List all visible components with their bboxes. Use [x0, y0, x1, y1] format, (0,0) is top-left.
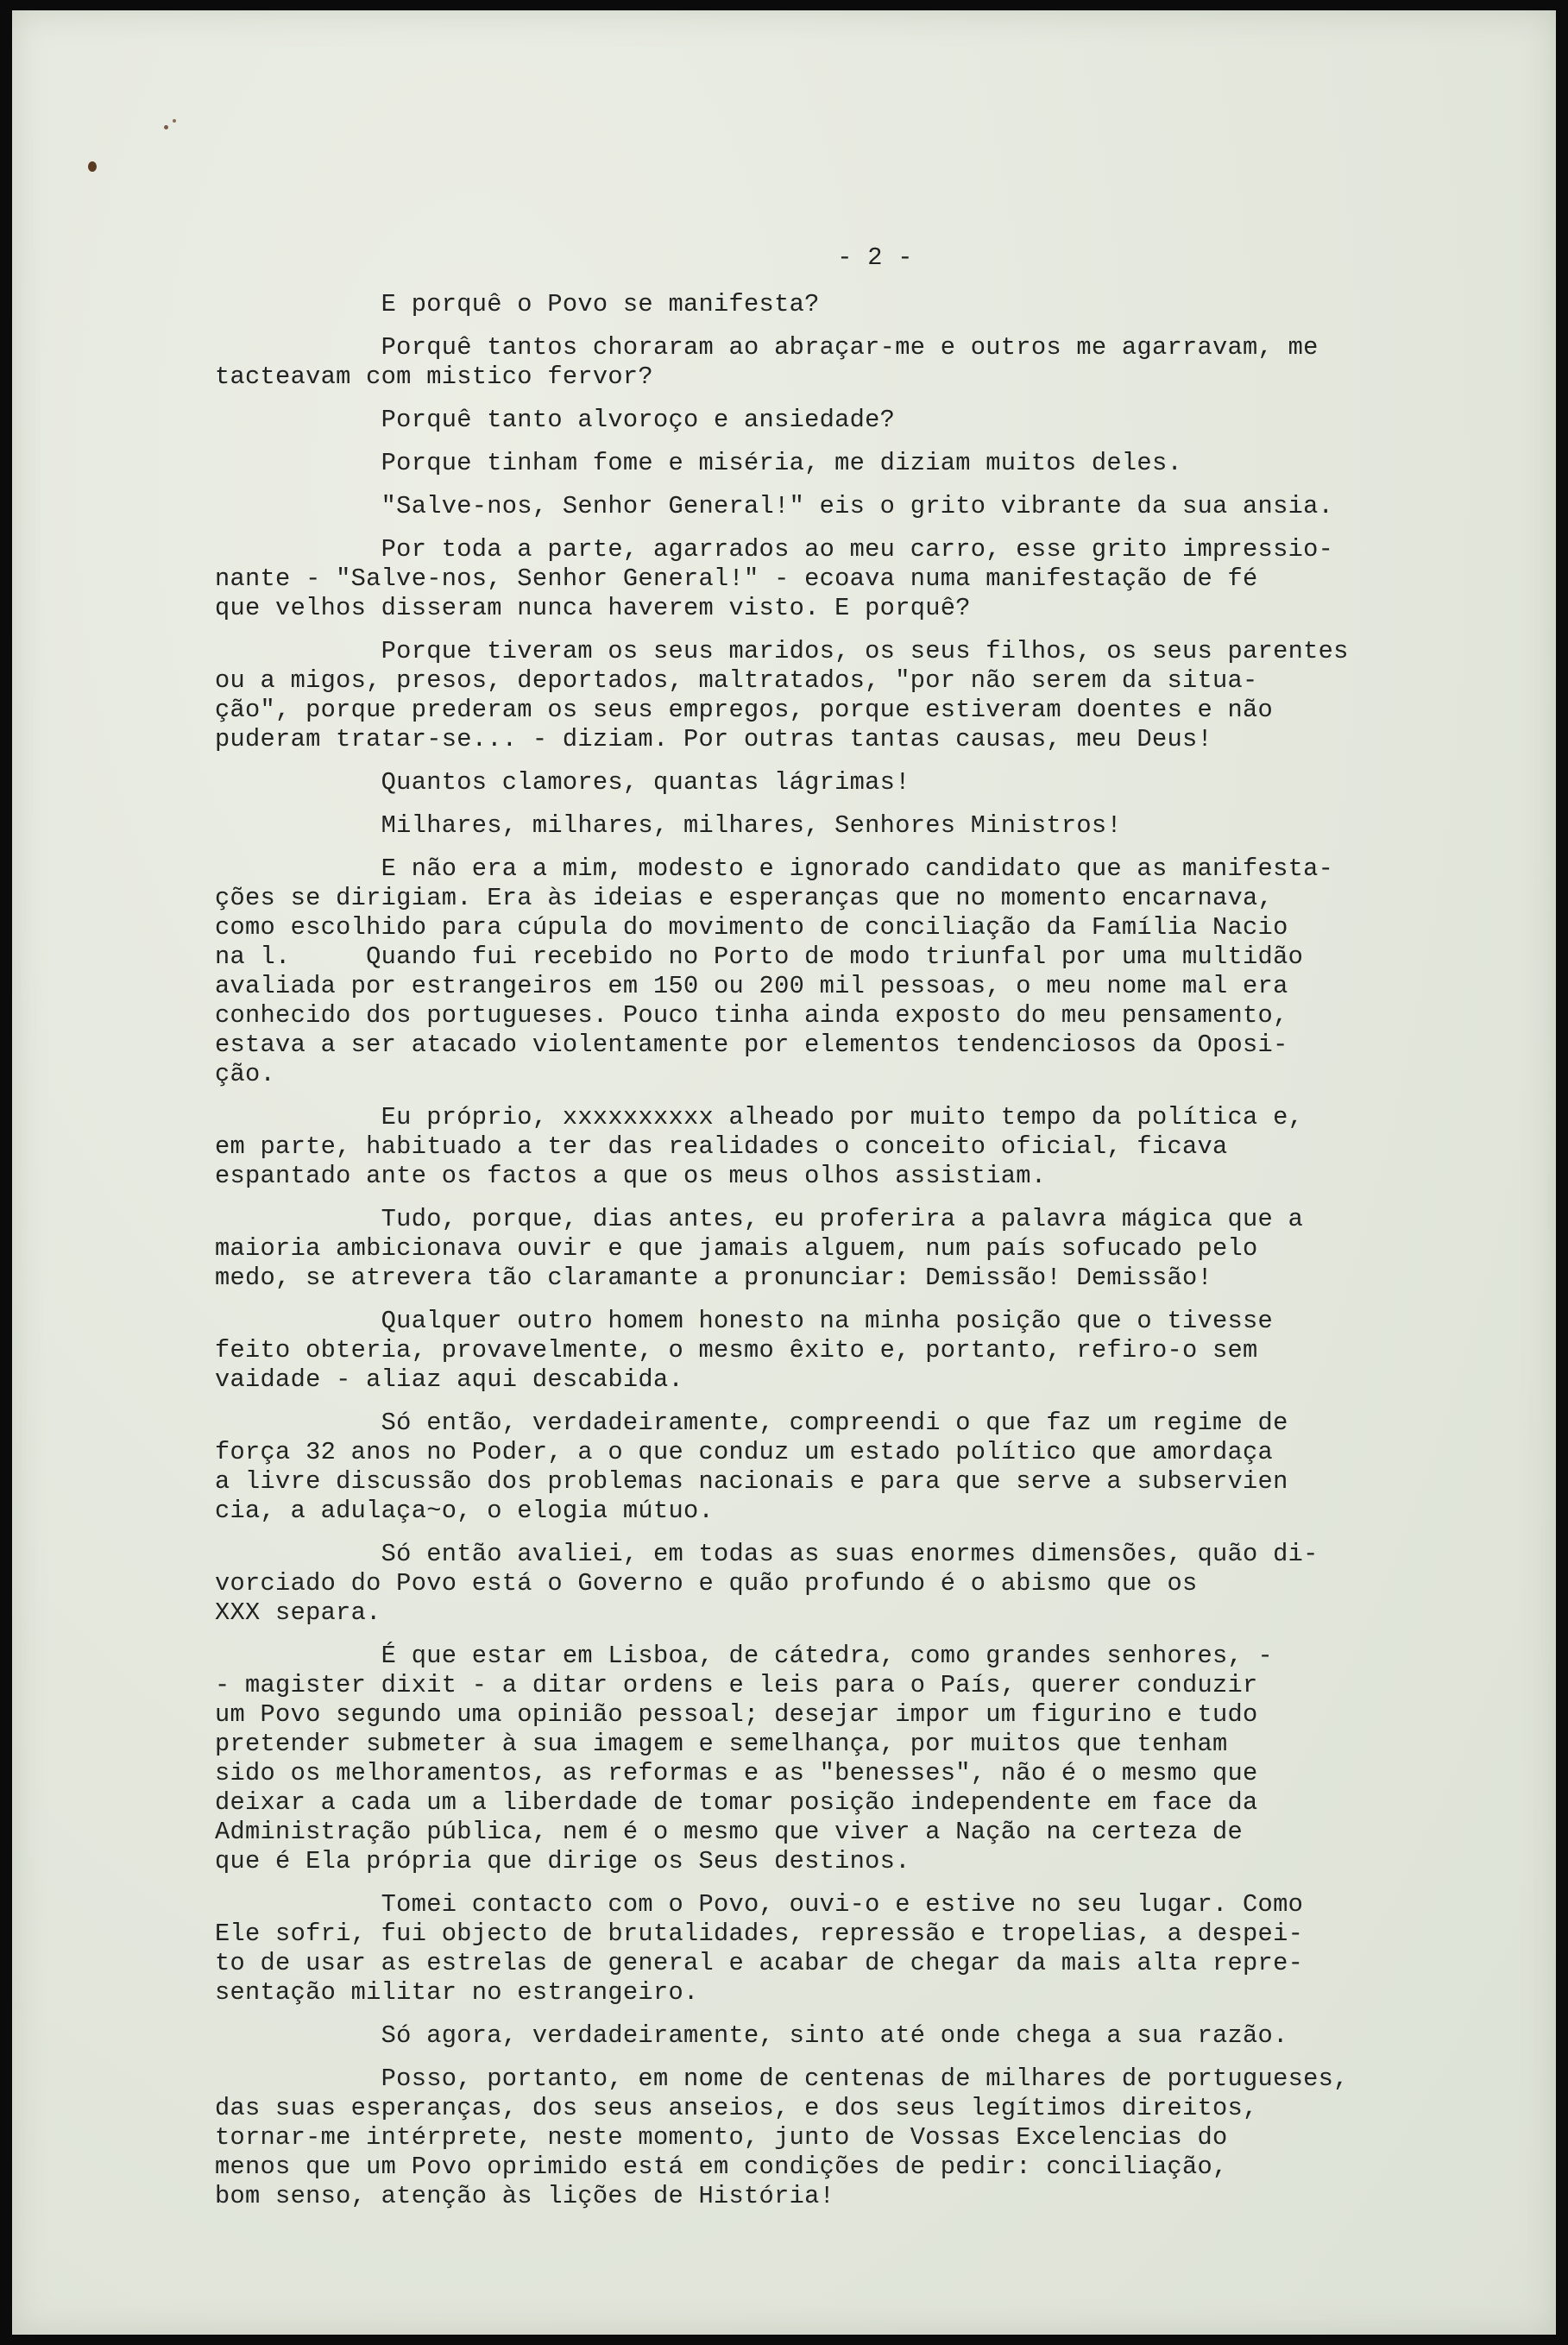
paragraph: [215, 406, 1483, 435]
text-line: - magister dixit - a ditar ordens e leis para o País, querer conduzir: [215, 1671, 1258, 1699]
text-line: vaidade - aliaz aqui descabida.: [215, 1365, 683, 1394]
paragraph: [215, 768, 1483, 797]
text-line: que velhos disseram nunca haverem visto. E porquê?: [215, 594, 971, 622]
text-line: ções se dirigiam. Era às ideias e esperanças que no momento encarnava,: [215, 884, 1274, 912]
text-line: Porquê tanto alvoroço e ansiedade?: [215, 406, 896, 434]
text-line: E porquê o Povo se manifesta?: [215, 290, 820, 318]
text-line: cia, a adulaça~o, o elogia mútuo.: [215, 1497, 715, 1525]
text-line: tacteavam com mistico fervor?: [215, 362, 653, 391]
page-number: - 2 -: [837, 243, 913, 272]
text-line: Qualquer outro homem honesto na minha posição que o tivesse: [215, 1307, 1274, 1335]
paragraph: [215, 492, 1483, 521]
text-line: ou a migos, presos, deportados, maltratados, "por não serem da situa-: [215, 666, 1258, 695]
paragraph: [215, 1890, 1483, 2008]
paragraph: [215, 2021, 1483, 2051]
text-line: puderam tratar-se... - diziam. Por outras tantas causas, meu Deus!: [215, 725, 1213, 753]
paragraph: [215, 535, 1483, 623]
text-line: tornar-me intérprete, neste momento, junto de Vossas Excelencias do: [215, 2123, 1228, 2152]
paragraph: [215, 2064, 1483, 2211]
text-line: a livre discussão dos problemas nacionais e para que serve a subservien: [215, 1467, 1288, 1496]
paragraph: [215, 1540, 1483, 1628]
text-line: ção", porque prederam os seus empregos, porque estiveram doentes e não: [215, 696, 1274, 724]
paragraph: [215, 854, 1483, 1089]
text-line: força 32 anos no Poder, a o que conduz um estado político que amordaça: [215, 1438, 1274, 1466]
text-line: medo, se atrevera tão claramante a pronunciar: Demissão! Demissão!: [215, 1264, 1213, 1292]
text-line: sentação militar no estrangeiro.: [215, 1978, 699, 2007]
text-line: Tudo, porque, dias antes, eu proferira a palavra mágica que a: [215, 1205, 1304, 1233]
text-line: E não era a mim, modesto e ignorado candidato que as manifesta-: [215, 854, 1334, 883]
text-line: É que estar em Lisboa, de cátedra, como grandes senhores, -: [215, 1642, 1274, 1670]
text-line: menos que um Povo oprimido está em condições de pedir: conciliação,: [215, 2153, 1228, 2181]
text-line: "Salve-nos, Senhor General!" eis o grito vibrante da sua ansia.: [215, 492, 1334, 520]
text-line: espantado ante os factos a que os meus olhos assistiam.: [215, 1162, 1047, 1190]
paragraph-list: [215, 290, 1483, 2211]
text-line: que é Ela própria que dirige os Seus destinos.: [215, 1847, 910, 1875]
text-line: na l. Quando fui recebido no Porto de modo triunfal por uma multidão: [215, 942, 1304, 971]
typed-text-body: [215, 243, 1483, 2225]
paragraph: [215, 333, 1483, 392]
text-line: ção.: [215, 1060, 276, 1088]
paragraph: [215, 290, 1483, 319]
ink-speck: [164, 125, 168, 129]
text-line: Porque tinham fome e miséria, me diziam muitos deles.: [215, 449, 1182, 477]
text-line: um Povo segundo uma opinião pessoal; desejar impor um figurino e tudo: [215, 1700, 1258, 1729]
text-line: feito obteria, provavelmente, o mesmo êxito e, portanto, refiro-o sem: [215, 1336, 1258, 1365]
paragraph: [215, 449, 1483, 478]
text-line: Administração pública, nem é o mesmo que viver a Nação na certeza de: [215, 1818, 1244, 1846]
text-line: como escolhido para cúpula do movimento de conciliação da Família Nacio: [215, 913, 1288, 942]
paragraph: [215, 1307, 1483, 1395]
text-line: maioria ambicionava ouvir e que jamais alguem, num país sofucado pelo: [215, 1234, 1258, 1263]
paragraph: [215, 1205, 1483, 1293]
text-line: bom senso, atenção às lições de História!: [215, 2182, 835, 2210]
paragraph: [215, 811, 1483, 841]
typewritten-page: [12, 10, 1556, 2335]
text-line: Por toda a parte, agarrados ao meu carro, esse grito impressio-: [215, 535, 1334, 564]
ink-stain: [88, 161, 97, 172]
text-line: Tomei contacto com o Povo, ouvi-o e estive no seu lugar. Como: [215, 1890, 1304, 1919]
text-line: Quantos clamores, quantas lágrimas!: [215, 768, 910, 797]
text-line: Porque tiveram os seus maridos, os seus filhos, os seus parentes: [215, 637, 1349, 665]
text-line: XXX separa.: [215, 1598, 381, 1627]
text-line: Milhares, milhares, milhares, Senhores Ministros!: [215, 811, 1122, 840]
text-line: Posso, portanto, em nome de centenas de milhares de portugueses,: [215, 2064, 1349, 2093]
text-line: vorciado do Povo está o Governo e quão profundo é o abismo que os: [215, 1569, 1198, 1598]
paragraph: [215, 637, 1483, 754]
text-line: das suas esperanças, dos seus anseios, e dos seus legítimos direitos,: [215, 2094, 1258, 2122]
text-line: to de usar as estrelas de general e acabar de chegar da mais alta repre-: [215, 1949, 1304, 1977]
ink-speck: [173, 119, 176, 123]
text-line: estava a ser atacado violentamente por elementos tendenciosos da Oposi-: [215, 1031, 1288, 1059]
paragraph: [215, 1642, 1483, 1876]
text-line: Só então avaliei, em todas as suas enormes dimensões, quão di-: [215, 1540, 1319, 1568]
text-line: Ele sofri, fui objecto de brutalidades, repressão e tropelias, a despei-: [215, 1919, 1304, 1948]
text-line: Só agora, verdadeiramente, sinto até onde chega a sua razão.: [215, 2021, 1288, 2050]
paragraph: [215, 1409, 1483, 1526]
text-line: pretender submeter à sua imagem e semelhança, por muitos que tenham: [215, 1730, 1228, 1758]
text-line: deixar a cada um a liberdade de tomar posição independente em face da: [215, 1788, 1258, 1817]
text-line: nante - "Salve-nos, Senhor General!" - ecoava numa manifestação de fé: [215, 564, 1258, 593]
text-line: Eu próprio, xxxxxxxxxx alheado por muito tempo da política e,: [215, 1103, 1304, 1132]
text-line: Porquê tantos choraram ao abraçar-me e outros me agarravam, me: [215, 333, 1319, 362]
text-line: conhecido dos portugueses. Pouco tinha ainda exposto do meu pensamento,: [215, 1001, 1288, 1030]
text-line: sido os melhoramentos, as reformas e as "benesses", não é o mesmo que: [215, 1759, 1258, 1787]
paragraph: [215, 1103, 1483, 1191]
text-line: Só então, verdadeiramente, compreendi o que faz um regime de: [215, 1409, 1288, 1437]
text-line: avaliada por estrangeiros em 150 ou 200 mil pessoas, o meu nome mal era: [215, 972, 1288, 1000]
text-line: em parte, habituado a ter das realidades o conceito oficial, ficava: [215, 1132, 1228, 1161]
